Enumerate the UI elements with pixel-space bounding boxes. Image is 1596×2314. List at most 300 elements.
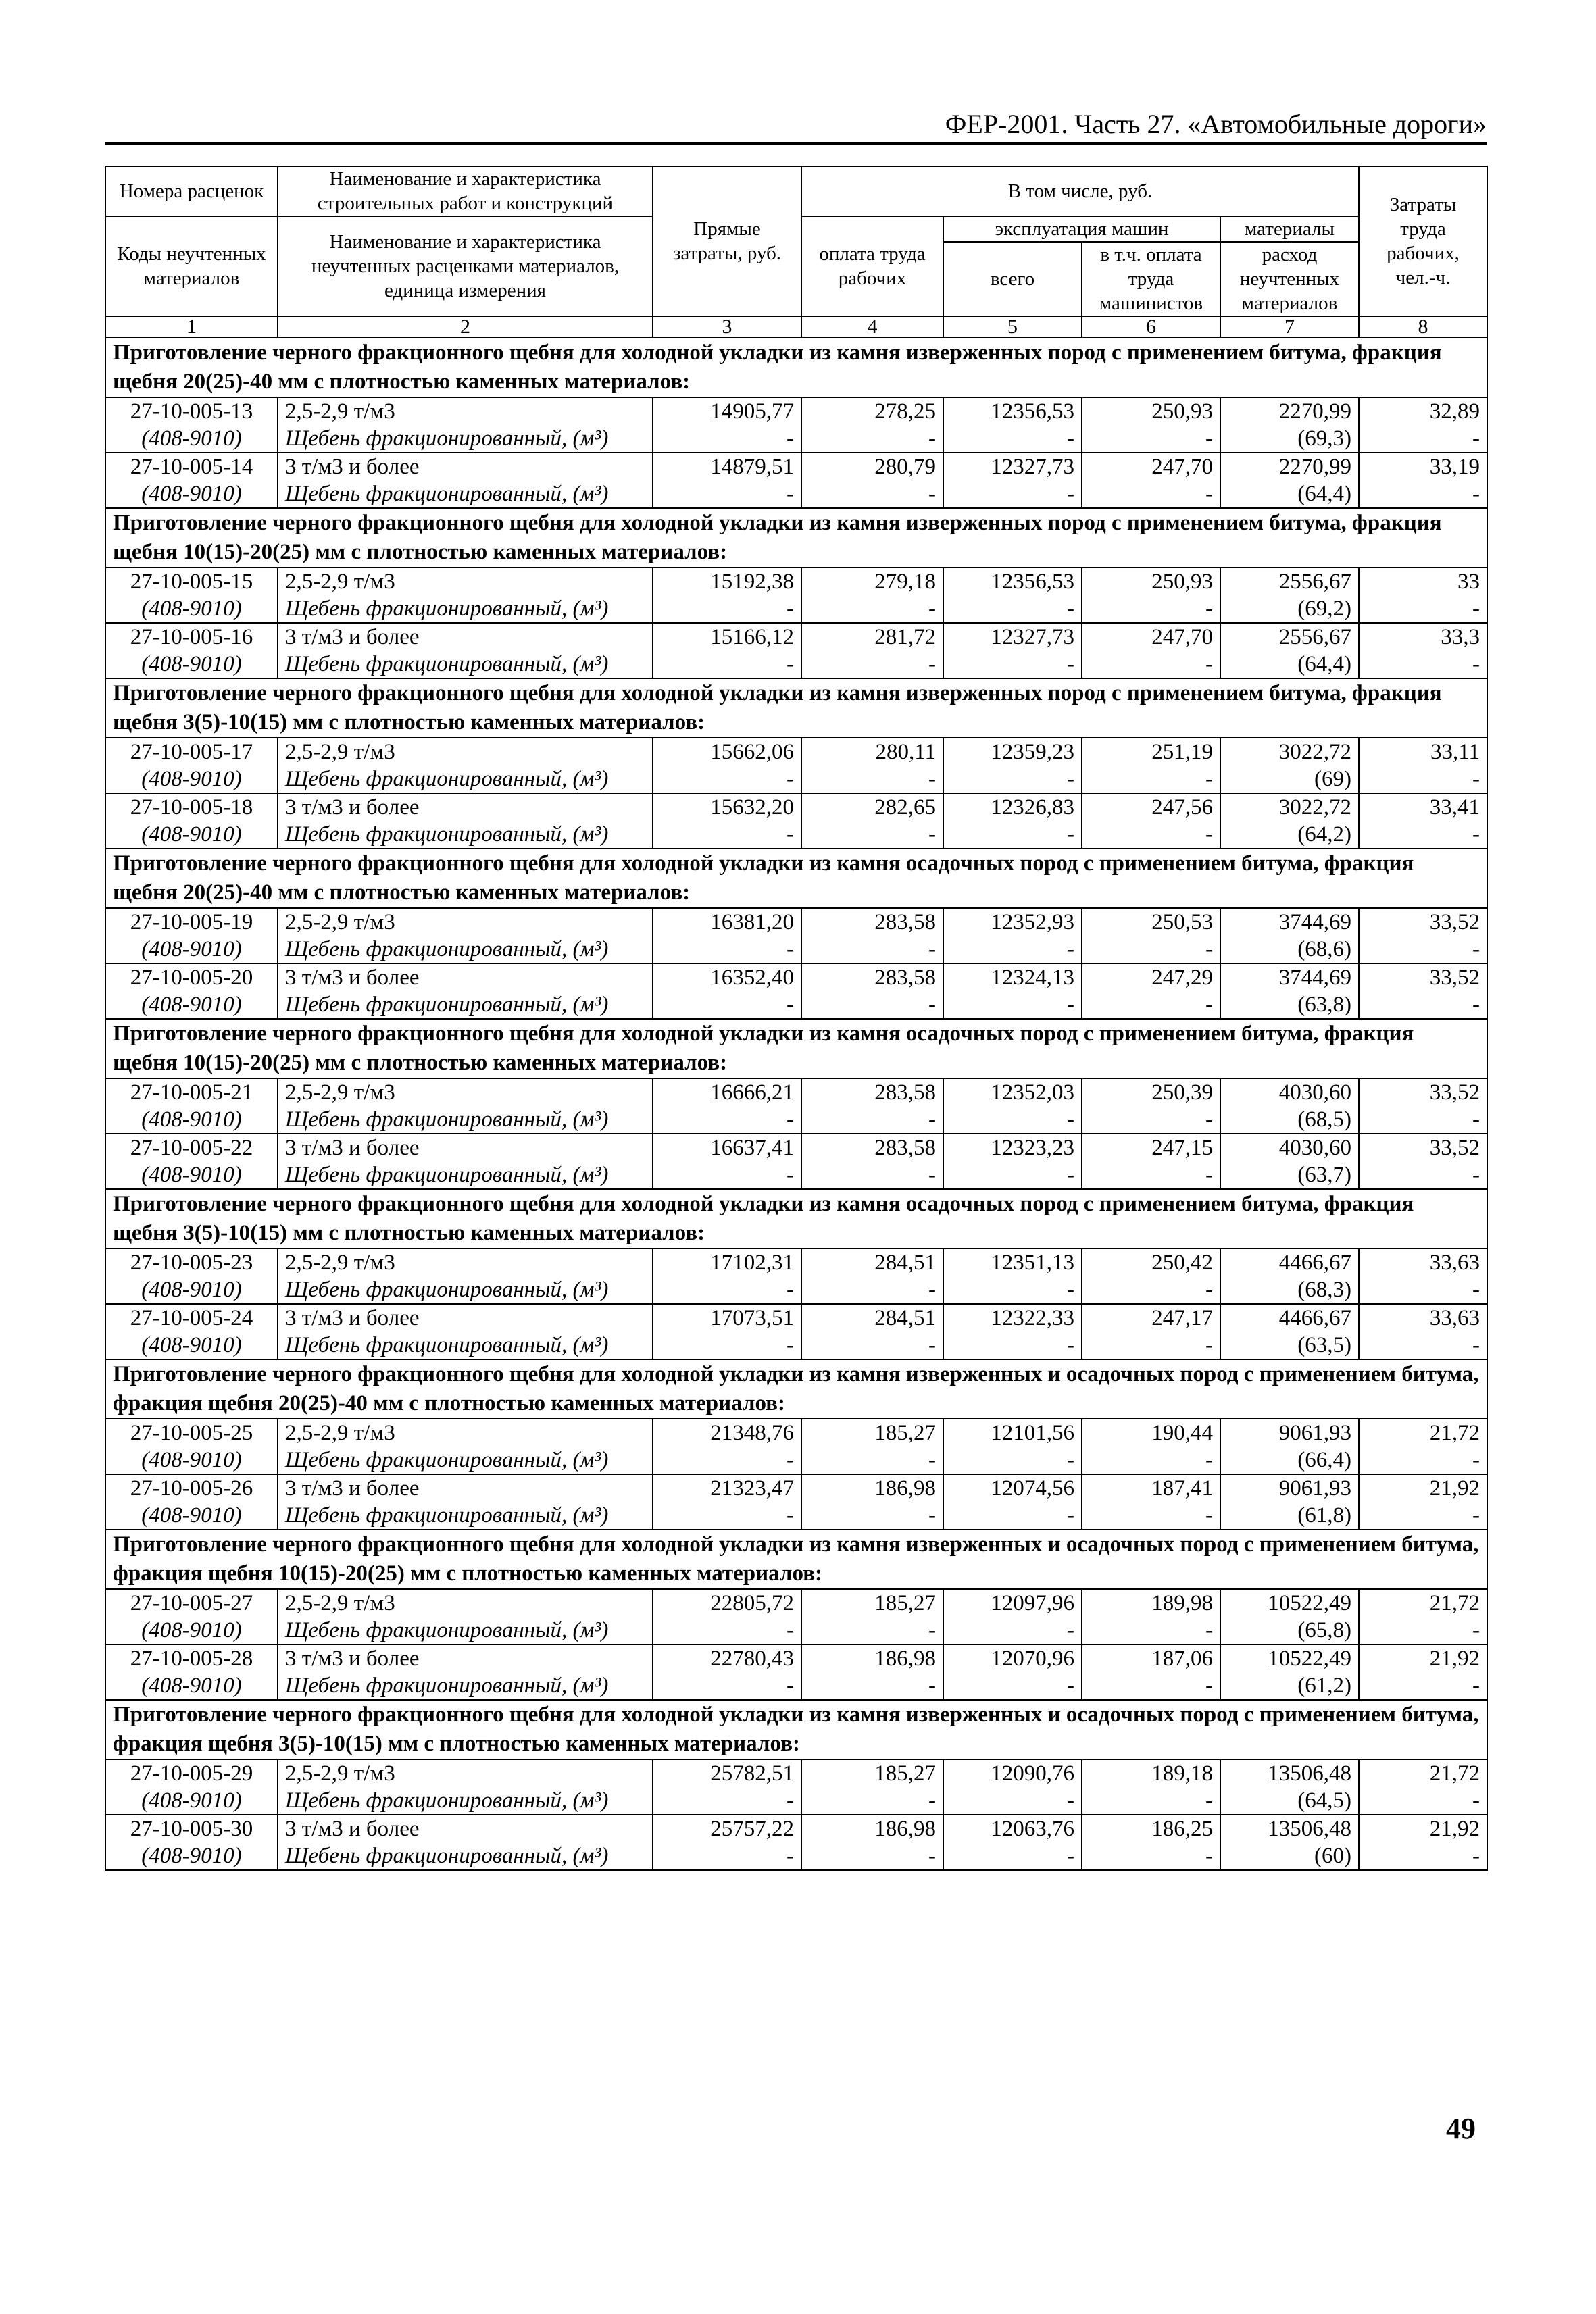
table-row [105, 793, 1487, 821]
header-index: 6 [1082, 316, 1220, 338]
labor-hours-value: 32,89 [1359, 397, 1487, 425]
sub-direct-value: - [653, 425, 801, 453]
materials-value: 10522,49 [1220, 1644, 1359, 1672]
direct-costs-value: 16666,21 [653, 1078, 801, 1106]
direct-costs-value: 22805,72 [653, 1589, 801, 1617]
rate-code: 27-10-005-22 [105, 1134, 278, 1161]
header-labor-pay: оплата труда рабочих [801, 216, 943, 316]
sub-labor-hours-value: - [1359, 651, 1487, 678]
labor-hours-value: 33,19 [1359, 453, 1487, 480]
price-table [105, 166, 1488, 1871]
materials-value: 3744,69 [1220, 963, 1359, 991]
work-name: 2,5-2,9 т/м3 [278, 1589, 653, 1617]
sub-direct-value: - [653, 1502, 801, 1530]
rate-code: 27-10-005-15 [105, 568, 278, 595]
direct-costs-value: 14905,77 [653, 397, 801, 425]
material-code: (408-9010) [105, 425, 278, 453]
sub-labor-value: - [801, 765, 943, 793]
material-name: Щебень фракционированный, (м³) [278, 1672, 653, 1700]
section-row [105, 508, 1487, 568]
sub-machines-total-value: - [943, 821, 1082, 849]
material-name: Щебень фракционированный, (м³) [278, 651, 653, 678]
direct-costs-value: 17102,31 [653, 1249, 801, 1276]
sub-labor-hours-value: - [1359, 1617, 1487, 1644]
section-title: Приготовление черного фракционного щебня для холодной укладки из камня изверженных пород с применением битума, фракция щебня 3(5)-10(15) мм с плотностью каменных материалов: [105, 678, 1487, 738]
material-code: (408-9010) [105, 595, 278, 623]
material-code: (408-9010) [105, 1617, 278, 1644]
work-name: 3 т/м3 и более [278, 793, 653, 821]
machines-total-value: 12326,83 [943, 793, 1082, 821]
material-usage-value: (64,5) [1220, 1787, 1359, 1815]
sub-machines-total-value: - [943, 765, 1082, 793]
sub-machines-total-value: - [943, 991, 1082, 1019]
sub-machinists-pay-value: - [1082, 821, 1220, 849]
materials-value: 3022,72 [1220, 738, 1359, 765]
labor-pay-value: 283,58 [801, 1078, 943, 1106]
sub-labor-hours-value: - [1359, 595, 1487, 623]
sub-labor-hours-value: - [1359, 1332, 1487, 1359]
sub-direct-value: - [653, 480, 801, 508]
material-code: (408-9010) [105, 1502, 278, 1530]
sub-machinists-pay-value: - [1082, 480, 1220, 508]
labor-pay-value: 185,27 [801, 1589, 943, 1617]
materials-value: 3744,69 [1220, 908, 1359, 936]
direct-costs-value: 15662,06 [653, 738, 801, 765]
work-name: 3 т/м3 и более [278, 1815, 653, 1842]
section-title: Приготовление черного фракционного щебня для холодной укладки из камня изверженных и осадочных пород с применением битума, фракция щебня 3(5)-10(15) мм с плотностью каменных материалов: [105, 1700, 1487, 1759]
header-index: 4 [801, 316, 943, 338]
labor-hours-value: 33,41 [1359, 793, 1487, 821]
table-subrow [105, 1617, 1487, 1644]
section-title: Приготовление черного фракционного щебня для холодной укладки из камня осадочных пород с применением битума, фракция щебня 10(15)-20(25) мм с плотностью каменных материалов: [105, 1019, 1487, 1078]
material-name: Щебень фракционированный, (м³) [278, 1276, 653, 1304]
machines-total-value: 12323,23 [943, 1134, 1082, 1161]
sub-direct-value: - [653, 1161, 801, 1189]
sub-machinists-pay-value: - [1082, 595, 1220, 623]
machinists-pay-value: 250,93 [1082, 568, 1220, 595]
table-body [105, 338, 1487, 1870]
table-subrow [105, 765, 1487, 793]
labor-pay-value: 186,98 [801, 1474, 943, 1502]
labor-pay-value: 280,11 [801, 738, 943, 765]
sub-labor-hours-value: - [1359, 1161, 1487, 1189]
machinists-pay-value: 247,15 [1082, 1134, 1220, 1161]
sub-labor-value: - [801, 1161, 943, 1189]
material-code: (408-9010) [105, 1106, 278, 1134]
machinists-pay-value: 247,70 [1082, 623, 1220, 651]
sub-machinists-pay-value: - [1082, 1106, 1220, 1134]
material-code: (408-9010) [105, 480, 278, 508]
table-subrow [105, 425, 1487, 453]
sub-labor-hours-value: - [1359, 1106, 1487, 1134]
work-name: 3 т/м3 и более [278, 1134, 653, 1161]
work-name: 2,5-2,9 т/м3 [278, 1249, 653, 1276]
table-row [105, 1589, 1487, 1617]
sub-machinists-pay-value: - [1082, 1787, 1220, 1815]
section-title: Приготовление черного фракционного щебня для холодной укладки из камня осадочных пород с применением битума, фракция щебня 20(25)-40 мм с плотностью каменных материалов: [105, 849, 1487, 908]
table-row [105, 397, 1487, 425]
table-row [105, 908, 1487, 936]
table-subrow [105, 991, 1487, 1019]
section-title: Приготовление черного фракционного щебня для холодной укладки из камня изверженных пород с применением битума, фракция щебня 10(15)-20(25) мм с плотностью каменных материалов: [105, 508, 1487, 568]
material-name: Щебень фракционированный, (м³) [278, 595, 653, 623]
table-subrow [105, 1842, 1487, 1870]
table-row [105, 1474, 1487, 1502]
material-usage-value: (69,2) [1220, 595, 1359, 623]
page-number: 49 [1446, 2112, 1476, 2145]
direct-costs-value: 22780,43 [653, 1644, 801, 1672]
labor-hours-value: 21,92 [1359, 1815, 1487, 1842]
material-name: Щебень фракционированный, (м³) [278, 1106, 653, 1134]
table-subrow [105, 651, 1487, 678]
sub-labor-hours-value: - [1359, 991, 1487, 1019]
sub-direct-value: - [653, 936, 801, 963]
material-name: Щебень фракционированный, (м³) [278, 1617, 653, 1644]
header-col2-bottom: Наименование и характеристика неучтенных расценками материалов, единица измерения [278, 216, 653, 316]
materials-value: 4466,67 [1220, 1249, 1359, 1276]
machines-total-value: 12324,13 [943, 963, 1082, 991]
rate-code: 27-10-005-23 [105, 1249, 278, 1276]
work-name: 2,5-2,9 т/м3 [278, 908, 653, 936]
sub-labor-value: - [801, 595, 943, 623]
sub-machines-total-value: - [943, 1161, 1082, 1189]
material-usage-value: (61,2) [1220, 1672, 1359, 1700]
header-materials-usage: расход неучтенных материалов [1220, 242, 1359, 316]
table-subrow [105, 595, 1487, 623]
sub-labor-value: - [801, 1276, 943, 1304]
machinists-pay-value: 250,39 [1082, 1078, 1220, 1106]
work-name: 2,5-2,9 т/м3 [278, 738, 653, 765]
direct-costs-value: 15192,38 [653, 568, 801, 595]
table-row [105, 1419, 1487, 1447]
material-code: (408-9010) [105, 1276, 278, 1304]
labor-pay-value: 186,98 [801, 1644, 943, 1672]
machines-total-value: 12356,53 [943, 568, 1082, 595]
rate-code: 27-10-005-19 [105, 908, 278, 936]
direct-costs-value: 25757,22 [653, 1815, 801, 1842]
labor-pay-value: 281,72 [801, 623, 943, 651]
labor-hours-value: 21,72 [1359, 1589, 1487, 1617]
labor-hours-value: 21,92 [1359, 1644, 1487, 1672]
sub-labor-hours-value: - [1359, 1276, 1487, 1304]
sub-machines-total-value: - [943, 1617, 1082, 1644]
material-name: Щебень фракционированный, (м³) [278, 1161, 653, 1189]
sub-machines-total-value: - [943, 1106, 1082, 1134]
header-index: 8 [1359, 316, 1487, 338]
labor-pay-value: 282,65 [801, 793, 943, 821]
materials-value: 2270,99 [1220, 397, 1359, 425]
table-row [105, 963, 1487, 991]
rate-code: 27-10-005-16 [105, 623, 278, 651]
table-row [105, 1304, 1487, 1332]
work-name: 2,5-2,9 т/м3 [278, 1759, 653, 1787]
machinists-pay-value: 250,53 [1082, 908, 1220, 936]
header-col2-top: Наименование и характеристика строительных работ и конструкций [278, 166, 653, 216]
material-name: Щебень фракционированный, (м³) [278, 1842, 653, 1870]
sub-labor-hours-value: - [1359, 936, 1487, 963]
material-code: (408-9010) [105, 651, 278, 678]
sub-labor-value: - [801, 425, 943, 453]
labor-pay-value: 185,27 [801, 1759, 943, 1787]
labor-hours-value: 33,63 [1359, 1249, 1487, 1276]
sub-labor-value: - [801, 936, 943, 963]
sub-labor-value: - [801, 1842, 943, 1870]
machines-total-value: 12351,13 [943, 1249, 1082, 1276]
labor-hours-value: 33,3 [1359, 623, 1487, 651]
machines-total-value: 12352,03 [943, 1078, 1082, 1106]
sub-direct-value: - [653, 1672, 801, 1700]
sub-direct-value: - [653, 1787, 801, 1815]
material-usage-value: (64,2) [1220, 821, 1359, 849]
machinists-pay-value: 187,06 [1082, 1644, 1220, 1672]
work-name: 2,5-2,9 т/м3 [278, 568, 653, 595]
work-name: 2,5-2,9 т/м3 [278, 1419, 653, 1447]
machinists-pay-value: 247,29 [1082, 963, 1220, 991]
header-col1-bottom: Коды неучтенных материалов [105, 216, 278, 316]
table-row [105, 1078, 1487, 1106]
work-name: 3 т/м3 и более [278, 1644, 653, 1672]
sub-direct-value: - [653, 651, 801, 678]
section-title: Приготовление черного фракционного щебня для холодной укладки из камня изверженных и осадочных пород с применением битума, фракция щебня 20(25)-40 мм с плотностью каменных материалов: [105, 1359, 1487, 1419]
labor-hours-value: 33,52 [1359, 908, 1487, 936]
sub-labor-value: - [801, 1106, 943, 1134]
table-subrow [105, 936, 1487, 963]
sub-machinists-pay-value: - [1082, 936, 1220, 963]
labor-pay-value: 185,27 [801, 1419, 943, 1447]
material-name: Щебень фракционированный, (м³) [278, 1787, 653, 1815]
machinists-pay-value: 189,18 [1082, 1759, 1220, 1787]
materials-value: 2556,67 [1220, 623, 1359, 651]
sub-labor-hours-value: - [1359, 1502, 1487, 1530]
materials-value: 4466,67 [1220, 1304, 1359, 1332]
rate-code: 27-10-005-17 [105, 738, 278, 765]
sub-labor-value: - [801, 1672, 943, 1700]
materials-value: 2270,99 [1220, 453, 1359, 480]
sub-machinists-pay-value: - [1082, 1276, 1220, 1304]
section-title: Приготовление черного фракционного щебня для холодной укладки из камня осадочных пород с применением битума, фракция щебня 3(5)-10(15) мм с плотностью каменных материалов: [105, 1189, 1487, 1249]
sub-labor-value: - [801, 651, 943, 678]
table-subrow [105, 1502, 1487, 1530]
table-row [105, 1759, 1487, 1787]
rate-code: 27-10-005-26 [105, 1474, 278, 1502]
material-usage-value: (63,5) [1220, 1332, 1359, 1359]
material-code: (408-9010) [105, 1842, 278, 1870]
sub-machinists-pay-value: - [1082, 765, 1220, 793]
table-subrow [105, 1672, 1487, 1700]
material-usage-value: (64,4) [1220, 480, 1359, 508]
direct-costs-value: 16352,40 [653, 963, 801, 991]
sub-machinists-pay-value: - [1082, 1447, 1220, 1474]
direct-costs-value: 17073,51 [653, 1304, 801, 1332]
section-row [105, 1189, 1487, 1249]
material-name: Щебень фракционированный, (м³) [278, 1447, 653, 1474]
work-name: 2,5-2,9 т/м3 [278, 1078, 653, 1106]
header-rule [105, 142, 1487, 145]
materials-value: 9061,93 [1220, 1474, 1359, 1502]
material-name: Щебень фракционированный, (м³) [278, 991, 653, 1019]
materials-value: 3022,72 [1220, 793, 1359, 821]
rate-code: 27-10-005-25 [105, 1419, 278, 1447]
rate-code: 27-10-005-18 [105, 793, 278, 821]
materials-value: 13506,48 [1220, 1815, 1359, 1842]
sub-labor-hours-value: - [1359, 765, 1487, 793]
rate-code: 27-10-005-21 [105, 1078, 278, 1106]
sub-labor-hours-value: - [1359, 1787, 1487, 1815]
table-subrow [105, 1447, 1487, 1474]
rate-code: 27-10-005-14 [105, 453, 278, 480]
table-subrow [105, 480, 1487, 508]
table-subrow [105, 1332, 1487, 1359]
sub-direct-value: - [653, 821, 801, 849]
labor-pay-value: 278,25 [801, 397, 943, 425]
sub-direct-value: - [653, 765, 801, 793]
material-code: (408-9010) [105, 1447, 278, 1474]
sub-labor-hours-value: - [1359, 821, 1487, 849]
sub-direct-value: - [653, 1106, 801, 1134]
table-header [105, 166, 1487, 338]
table-row [105, 738, 1487, 765]
labor-hours-value: 33,11 [1359, 738, 1487, 765]
table-row [105, 1815, 1487, 1842]
machines-total-value: 12090,76 [943, 1759, 1082, 1787]
rate-code: 27-10-005-24 [105, 1304, 278, 1332]
direct-costs-value: 16637,41 [653, 1134, 801, 1161]
direct-costs-value: 16381,20 [653, 908, 801, 936]
labor-hours-value: 21,72 [1359, 1419, 1487, 1447]
machines-total-value: 12322,33 [943, 1304, 1082, 1332]
direct-costs-value: 25782,51 [653, 1759, 801, 1787]
sub-machines-total-value: - [943, 1447, 1082, 1474]
direct-costs-value: 21348,76 [653, 1419, 801, 1447]
header-machines: эксплуатация машин [943, 216, 1220, 242]
section-row [105, 1019, 1487, 1078]
sub-labor-value: - [801, 1617, 943, 1644]
table-row [105, 1644, 1487, 1672]
sub-direct-value: - [653, 1842, 801, 1870]
material-code: (408-9010) [105, 1672, 278, 1700]
labor-pay-value: 186,98 [801, 1815, 943, 1842]
table-row [105, 623, 1487, 651]
table-subrow [105, 821, 1487, 849]
rate-code: 27-10-005-20 [105, 963, 278, 991]
work-name: 3 т/м3 и более [278, 1474, 653, 1502]
section-row [105, 849, 1487, 908]
material-name: Щебень фракционированный, (м³) [278, 765, 653, 793]
material-name: Щебень фракционированный, (м³) [278, 425, 653, 453]
material-code: (408-9010) [105, 1161, 278, 1189]
table-subrow [105, 1106, 1487, 1134]
sub-machinists-pay-value: - [1082, 425, 1220, 453]
sub-labor-value: - [801, 1332, 943, 1359]
material-code: (408-9010) [105, 1787, 278, 1815]
section-row [105, 1700, 1487, 1759]
sub-labor-hours-value: - [1359, 1842, 1487, 1870]
section-row [105, 338, 1487, 397]
material-code: (408-9010) [105, 936, 278, 963]
sub-machines-total-value: - [943, 1672, 1082, 1700]
header-group: В том числе, руб. [801, 166, 1359, 216]
header-labor-hours: Затраты труда рабочих, чел.-ч. [1359, 166, 1487, 316]
direct-costs-value: 14879,51 [653, 453, 801, 480]
sub-machines-total-value: - [943, 1276, 1082, 1304]
machines-total-value: 12359,23 [943, 738, 1082, 765]
table-row [105, 453, 1487, 480]
sub-machines-total-value: - [943, 1332, 1082, 1359]
material-code: (408-9010) [105, 765, 278, 793]
sub-machinists-pay-value: - [1082, 991, 1220, 1019]
sub-machines-total-value: - [943, 425, 1082, 453]
page-header-title: ФЕР-2001. Часть 27. «Автомобильные дороги» [945, 109, 1487, 139]
labor-pay-value: 283,58 [801, 1134, 943, 1161]
machinists-pay-value: 250,42 [1082, 1249, 1220, 1276]
sub-machinists-pay-value: - [1082, 1672, 1220, 1700]
machinists-pay-value: 251,19 [1082, 738, 1220, 765]
material-name: Щебень фракционированный, (м³) [278, 821, 653, 849]
material-code: (408-9010) [105, 821, 278, 849]
machinists-pay-value: 186,25 [1082, 1815, 1220, 1842]
material-usage-value: (61,8) [1220, 1502, 1359, 1530]
sub-labor-hours-value: - [1359, 1672, 1487, 1700]
sub-machinists-pay-value: - [1082, 1502, 1220, 1530]
material-usage-value: (68,3) [1220, 1276, 1359, 1304]
machinists-pay-value: 247,70 [1082, 453, 1220, 480]
labor-hours-value: 33 [1359, 568, 1487, 595]
sub-machinists-pay-value: - [1082, 1842, 1220, 1870]
materials-value: 4030,60 [1220, 1134, 1359, 1161]
sub-labor-value: - [801, 1787, 943, 1815]
material-usage-value: (66,4) [1220, 1447, 1359, 1474]
table-row [105, 1134, 1487, 1161]
section-title: Приготовление черного фракционного щебня для холодной укладки из камня изверженных пород с применением битума, фракция щебня 20(25)-40 мм с плотностью каменных материалов: [105, 338, 1487, 397]
materials-value: 13506,48 [1220, 1759, 1359, 1787]
sub-machinists-pay-value: - [1082, 651, 1220, 678]
rate-code: 27-10-005-29 [105, 1759, 278, 1787]
header-index: 1 [105, 316, 278, 338]
sub-machinists-pay-value: - [1082, 1161, 1220, 1189]
machines-total-value: 12063,76 [943, 1815, 1082, 1842]
machinists-pay-value: 247,56 [1082, 793, 1220, 821]
labor-hours-value: 33,52 [1359, 963, 1487, 991]
work-name: 3 т/м3 и более [278, 1304, 653, 1332]
direct-costs-value: 21323,47 [653, 1474, 801, 1502]
section-row [105, 1359, 1487, 1419]
machinists-pay-value: 250,93 [1082, 397, 1220, 425]
machines-total-value: 12352,93 [943, 908, 1082, 936]
rate-code: 27-10-005-28 [105, 1644, 278, 1672]
machinists-pay-value: 189,98 [1082, 1589, 1220, 1617]
labor-hours-value: 21,92 [1359, 1474, 1487, 1502]
materials-value: 9061,93 [1220, 1419, 1359, 1447]
machines-total-value: 12356,53 [943, 397, 1082, 425]
materials-value: 4030,60 [1220, 1078, 1359, 1106]
header-index: 7 [1220, 316, 1359, 338]
material-name: Щебень фракционированный, (м³) [278, 480, 653, 508]
sub-labor-value: - [801, 480, 943, 508]
machines-total-value: 12074,56 [943, 1474, 1082, 1502]
machines-total-value: 12327,73 [943, 453, 1082, 480]
sub-labor-hours-value: - [1359, 1447, 1487, 1474]
direct-costs-value: 15166,12 [653, 623, 801, 651]
material-name: Щебень фракционированный, (м³) [278, 936, 653, 963]
table-subrow [105, 1161, 1487, 1189]
sub-labor-hours-value: - [1359, 480, 1487, 508]
sub-machines-total-value: - [943, 480, 1082, 508]
labor-hours-value: 21,72 [1359, 1759, 1487, 1787]
work-name: 3 т/м3 и более [278, 963, 653, 991]
work-name: 3 т/м3 и более [278, 453, 653, 480]
table-subrow [105, 1787, 1487, 1815]
material-usage-value: (60) [1220, 1842, 1359, 1870]
